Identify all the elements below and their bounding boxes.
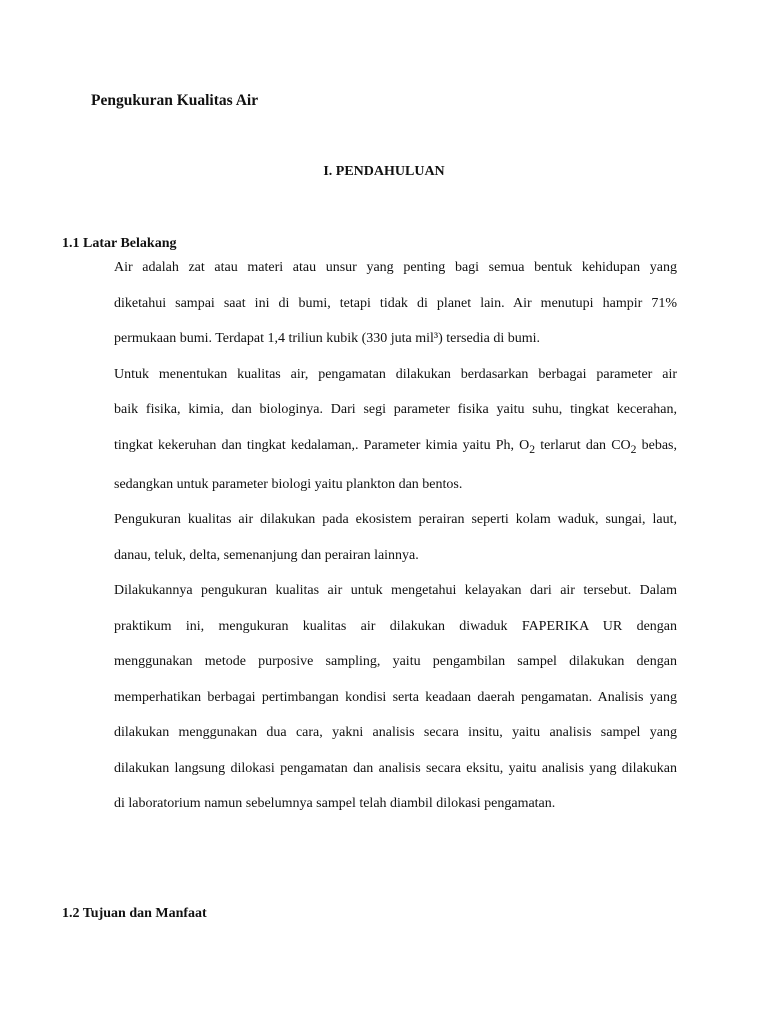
paragraph-line: danau, teluk, delta, semenanjung dan perairan lainnya. <box>114 547 419 563</box>
paragraph-line: sedangkan untuk parameter biologi yaitu plankton dan bentos. <box>114 476 463 492</box>
paragraph-line: permukaan bumi. Terdapat 1,4 triliun kubik (330 juta mil³) tersedia di bumi. <box>114 331 540 346</box>
paragraph-line: Dilakukannya pengukuran kualitas air untuk mengetahui kelayakan dari air tersebut. Dalam <box>114 583 677 599</box>
paragraph-line: di laboratorium namun sebelumnya sampel telah diambil dilokasi pengamatan. <box>114 796 556 812</box>
paragraph-line: Untuk menentukan kualitas air, pengamatan dilakukan berdasarkan berbagai parameter air <box>114 366 677 382</box>
document-title: Pengukuran Kualitas Air <box>91 92 259 109</box>
paragraph-line: diketahui sampai saat ini di bumi, tetapi tidak di planet lain. Air menutupi hampir 71% <box>114 295 677 311</box>
paragraph-line: praktikum ini, mengukuran kualitas air dilakukan diwaduk FAPERIKA UR dengan <box>114 618 677 634</box>
paragraph-2 <box>91 357 677 503</box>
section-body-latar-belakang <box>91 250 677 822</box>
subscript: 2 <box>630 442 637 456</box>
section-heading-latar-belakang: 1.1 Latar Belakang <box>62 236 177 251</box>
paragraph-line-chemistry <box>91 428 677 467</box>
subscript: 2 <box>529 442 536 456</box>
paragraph-line: dilakukan langsung dilokasi pengamatan dan analisis secara eksitu, yaitu analisis yang dilakukan <box>114 760 677 776</box>
line-text: tingkat kekeruhan dan tingkat kedalaman,. Parameter kimia yaitu Ph, O <box>114 437 530 453</box>
paragraph-line: menggunakan metode purposive sampling, yaitu pengambilan sampel dilakukan dengan <box>114 654 677 670</box>
line-text: bebas, <box>636 437 677 453</box>
chapter-title: I. PENDAHULUAN <box>323 164 445 179</box>
paragraph-line: baik fisika, kimia, dan biologinya. Dari segi parameter fisika yaitu suhu, tingkat kecerahan, <box>114 402 677 417</box>
line-text: terlarut dan CO <box>535 437 631 453</box>
paragraph-line: Air adalah zat atau materi atau unsur yang penting bagi semua bentuk kehidupan yang <box>114 260 677 275</box>
paragraph-4 <box>91 573 677 822</box>
paragraph-line: memperhatikan berbagai pertimbangan kondisi serta keadaan daerah pengamatan. Analisis yang <box>114 689 677 705</box>
paragraph-1 <box>91 250 677 357</box>
paragraph-3 <box>91 502 677 573</box>
paragraph-line: Pengukuran kualitas air dilakukan pada ekosistem perairan seperti kolam waduk, sungai, laut, <box>114 512 677 528</box>
section-heading-tujuan-dan-manfaat: 1.2 Tujuan dan Manfaat <box>62 906 207 921</box>
paragraph-line: dilakukan menggunakan dua cara, yakni analisis secara insitu, yaitu analisis sampel yang <box>114 725 677 741</box>
